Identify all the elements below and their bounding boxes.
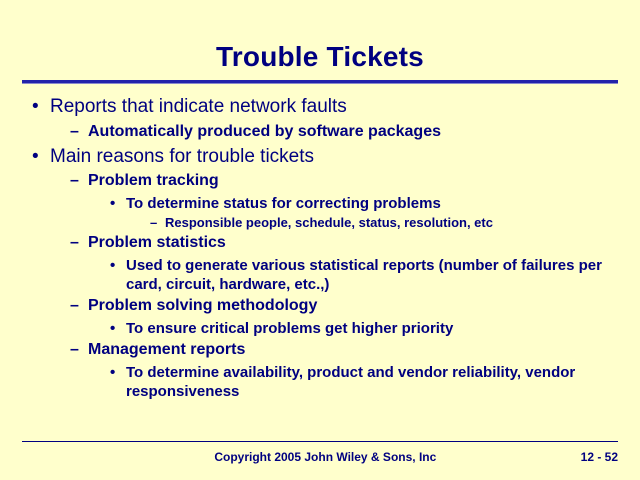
bullet-text: Problem solving methodology — [88, 297, 318, 315]
bullet-text: Management reports — [88, 341, 246, 359]
bullet-item — [110, 319, 618, 338]
bullet-text: Used to generate various statistical reports (number of failures per card, circuit, hardware, etc.,) — [126, 256, 602, 294]
bullet-item — [70, 171, 618, 192]
bullet-marker: – — [70, 297, 79, 315]
bullet-marker: • — [32, 96, 39, 118]
slide-body — [22, 95, 618, 401]
bullet-text: Problem tracking — [88, 171, 219, 189]
bullet-text: To ensure critical problems get higher priority — [126, 320, 454, 338]
bullet-marker: • — [110, 194, 116, 212]
footer-divider — [22, 441, 618, 442]
bullet-marker: – — [70, 234, 79, 252]
bullet-marker: • — [110, 320, 116, 338]
bullet-item — [70, 122, 618, 143]
bullet-text: To determine status for correcting problems — [126, 194, 441, 212]
bullet-marker: • — [110, 256, 116, 274]
bullet-item — [150, 215, 618, 231]
bullet-item — [32, 145, 618, 169]
bullet-item — [110, 194, 618, 213]
bullet-text: Main reasons for trouble tickets — [50, 145, 315, 167]
bullet-item — [70, 233, 618, 254]
bullet-marker: – — [70, 171, 79, 189]
slide-footer — [22, 450, 618, 464]
copyright-text: Copyright 2005 John Wiley & Sons, Inc — [214, 450, 437, 464]
bullet-item — [70, 340, 618, 361]
bullet-item — [70, 296, 618, 317]
bullet-item — [110, 256, 618, 294]
bullet-text: To determine availability, product and vendor reliability, vendor responsiveness — [126, 364, 576, 401]
bullet-text: Problem statistics — [88, 234, 226, 252]
bullet-marker: • — [110, 364, 116, 381]
bullet-text: Reports that indicate network faults — [50, 96, 347, 118]
bullet-marker: – — [70, 341, 79, 359]
bullet-item — [110, 363, 618, 401]
bullet-marker: – — [150, 214, 158, 230]
title-divider — [22, 80, 618, 84]
slide-title: Trouble Tickets — [216, 41, 424, 72]
bullet-text: Responsible people, schedule, status, resolution, etc — [165, 214, 493, 230]
bullet-marker: • — [32, 145, 39, 167]
bullet-text: Automatically produced by software packages — [88, 122, 441, 140]
bullet-marker: – — [70, 122, 79, 140]
page-number: 12 - 52 — [580, 450, 618, 464]
bullet-item — [32, 95, 618, 119]
